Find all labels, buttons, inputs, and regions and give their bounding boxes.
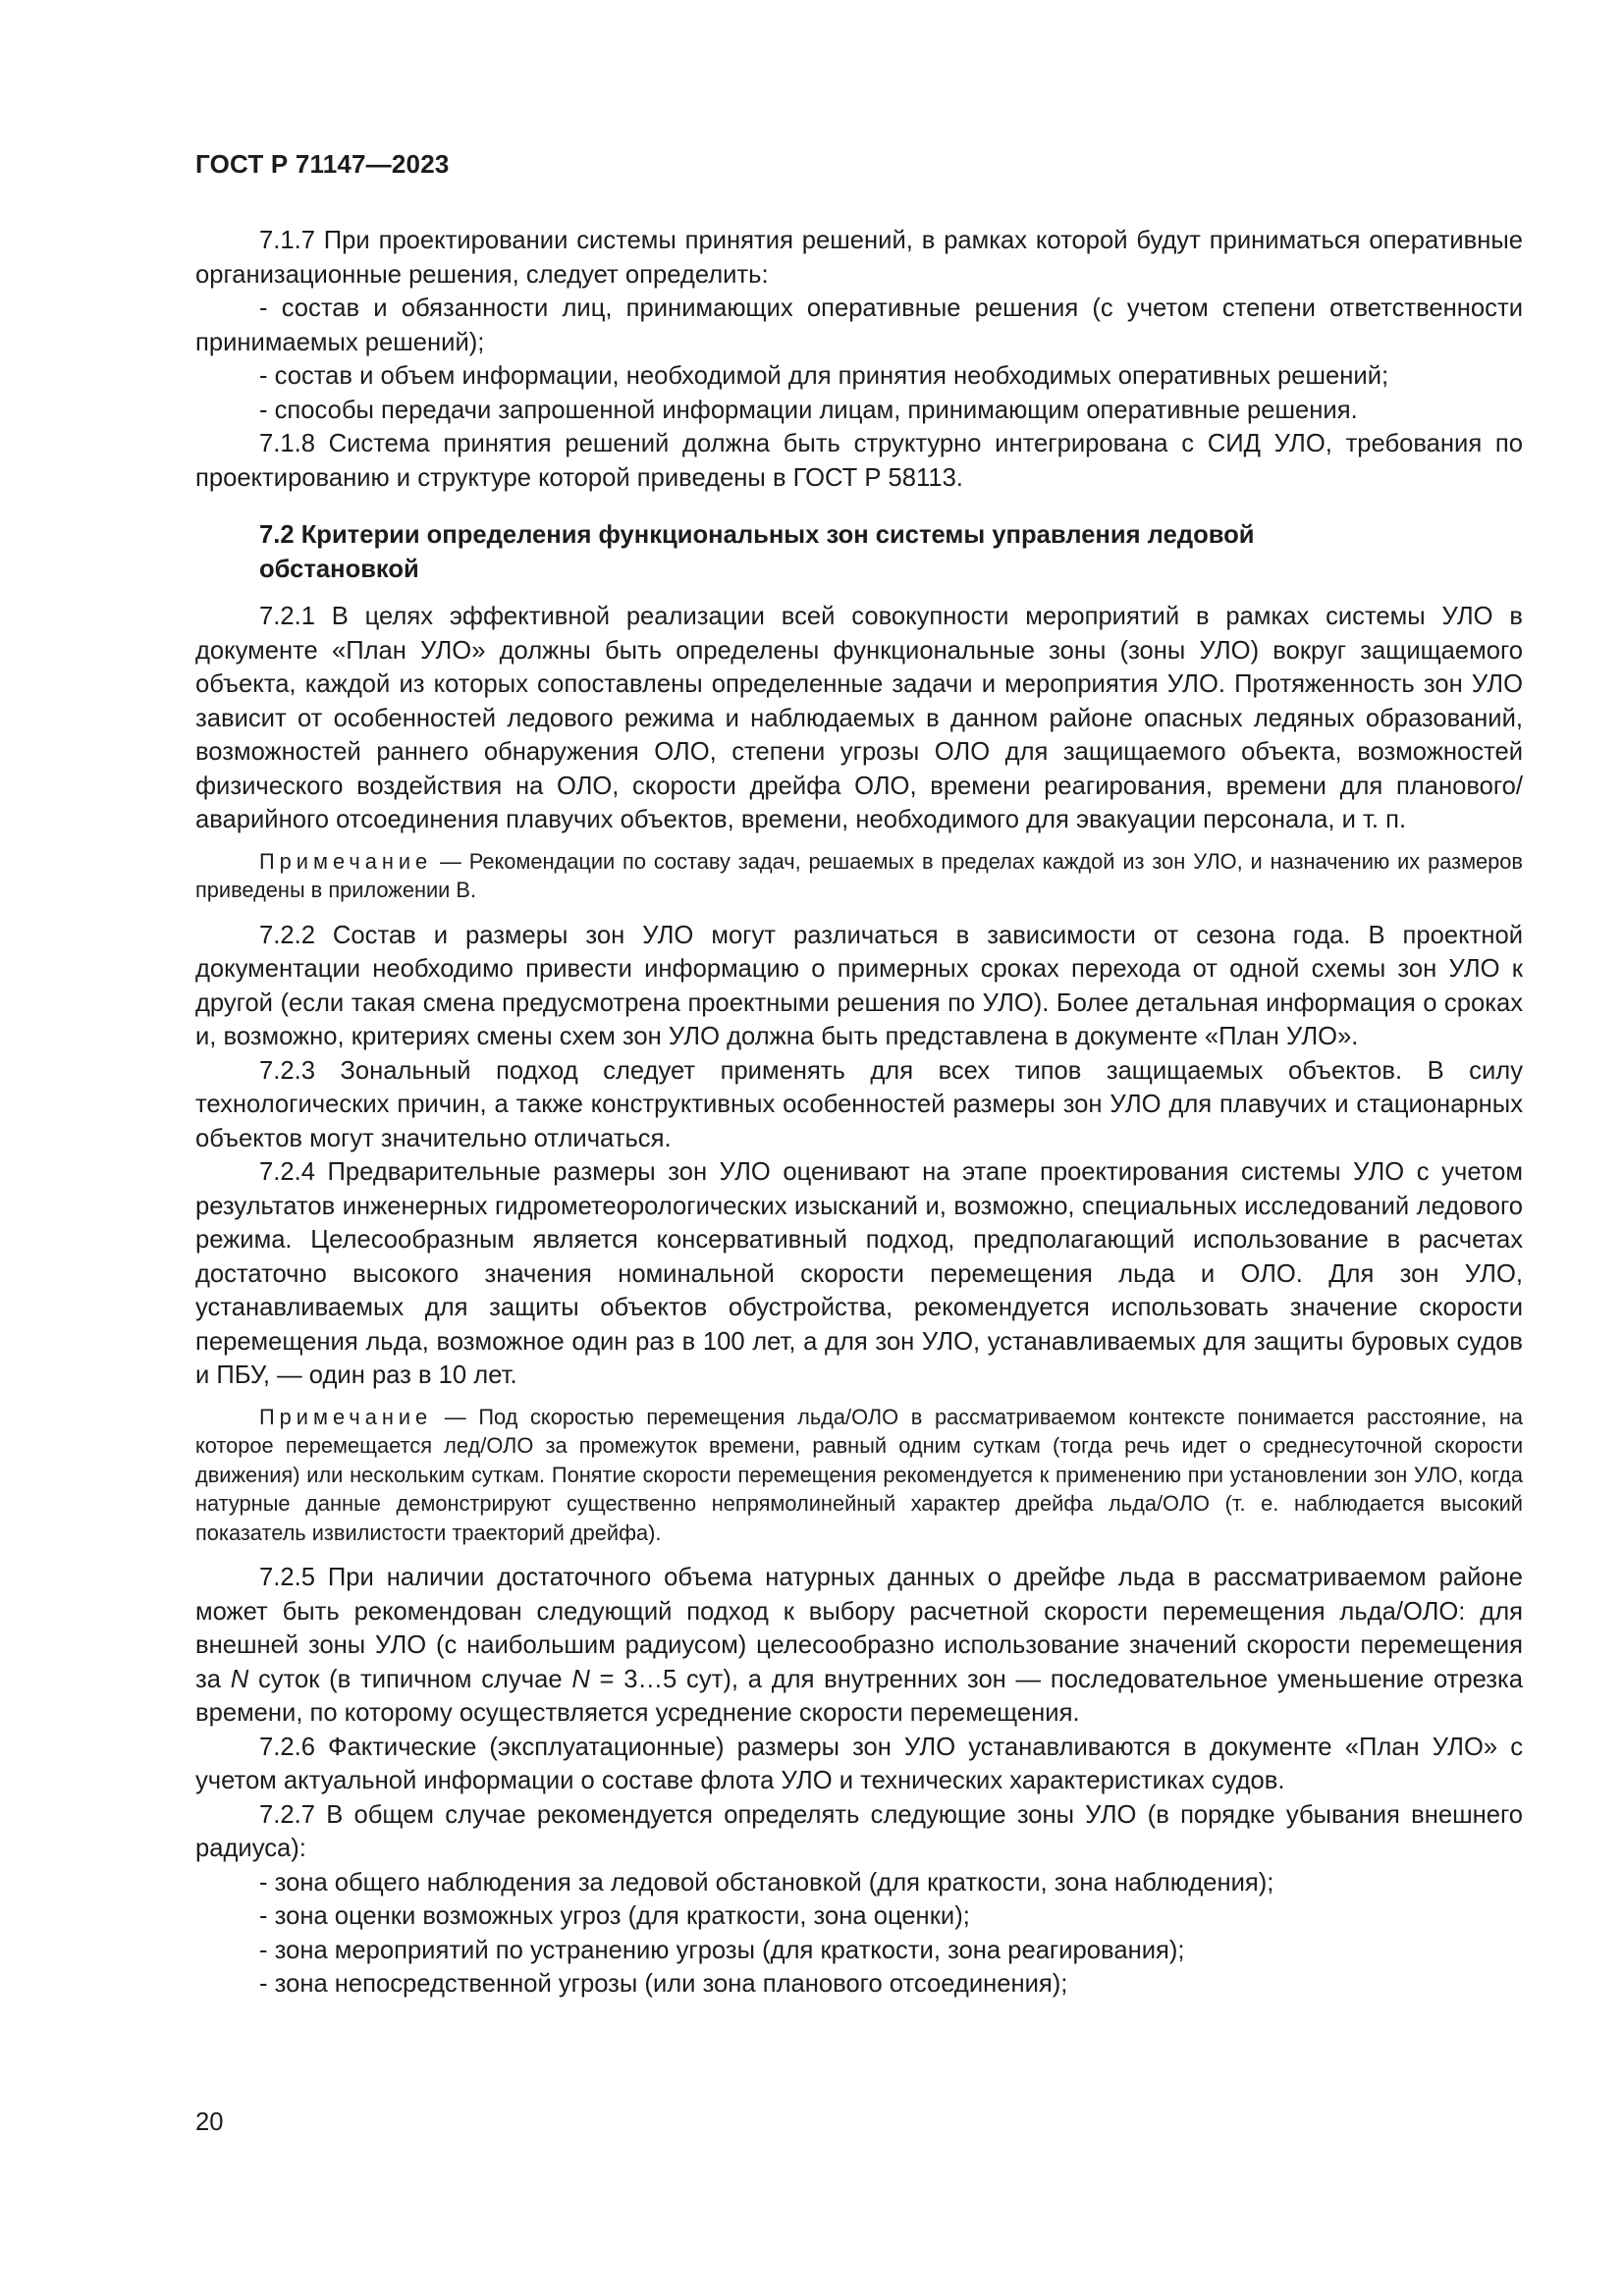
note-label: Примечание xyxy=(259,848,433,874)
text-run: = 3…5 сут), а для внутренних зон — последовательное уменьшение отрезка времени, по которому осуществляется усреднение скорости перемещения. xyxy=(195,1665,1523,1727)
page-header: ГОСТ Р 71147—2023 xyxy=(195,149,450,179)
list-item: - зона непосредственной угрозы (или зона планового отсоединения); xyxy=(259,1970,1068,1998)
paragraph: 7.2.7 В общем случае рекомендуется определять следующие зоны УЛО (в порядке убывания внешнего радиуса): xyxy=(195,1800,1523,1862)
list-item: - зона оценки возможных угроз (для краткости, зона оценки); xyxy=(259,1902,970,1930)
paragraph: 7.2.6 Фактические (эксплуатационные) размеры зон УЛО устанавливаются в документе «План УЛО» с учетом актуальной информации о составе флота УЛО и технических характеристиках судов. xyxy=(195,1733,1523,1794)
list-item: - состав и объем информации, необходимой для принятия необходимых оперативных решений; xyxy=(259,362,1389,390)
paragraph: 7.2.2 Состав и размеры зон УЛО могут различаться в зависимости от сезона года. В проектной документации необходимо привести информацию о примерных сроках перехода от одной схемы зон УЛО к другой (если такая смена предусмотрена проектными решения по УЛО). Более детальная информация о сроках и, возможно, критериях смены схем зон УЛО должна быть представлена в документе «План УЛО». xyxy=(195,921,1523,1050)
paragraph: 7.1.7 При проектировании системы принятия решений, в рамках которой будут приниматься оперативные организационные решения, следует определить: xyxy=(195,227,1523,289)
note xyxy=(195,1403,1523,1548)
note-text: — Под скоростью перемещения льда/ОЛО в рассматриваемом контексте понимается расстояние, на которое перемещается лед/ОЛО за промежуток времени, равный одним суткам (тогда речь идет о среднесуточной скорости движения) или нескольким суткам. Понятие скорости перемещения рекомендуется к применению при установлении зон УЛО, когда натурные данные демонстрируют существенно непрямолинейный характер дрейфа льда/ОЛО (т. е. наблюдается высокий показатель извилистости траекторий дрейфа). xyxy=(195,1404,1523,1545)
paragraph: 7.2.4 Предварительные размеры зон УЛО оценивают на этапе проектирования системы УЛО с учетом результатов инженерных гидрометеорологических изысканий и, возможно, специальных исследований ледового режима. Целесообразным является консервативный подход, предполагающий использование в расчетах достаточно высокого значения номинальной скорости перемещения льда и ОЛО. Для зон УЛО, устанавливаемых для защиты объектов обустройства, рекомендуется использовать значение скорости перемещения льда, возможное один раз в 100 лет, а для зон УЛО, устанавливаемых для защиты буровых судов и ПБУ, — один раз в 10 лет. xyxy=(195,1158,1523,1389)
italic-variable: N xyxy=(571,1665,590,1693)
page-number: 20 xyxy=(195,2109,224,2136)
list-item: - зона общего наблюдения за ледовой обстановкой (для краткости, зона наблюдения); xyxy=(259,1868,1274,1896)
list-item: - зона мероприятий по устранению угрозы (для краткости, зона реагирования); xyxy=(259,1936,1185,1964)
list-item: - способы передачи запрошенной информации лицам, принимающим оперативные решения. xyxy=(259,396,1358,424)
paragraph: 7.2.1 В целях эффективной реализации всей совокупности мероприятий в рамках системы УЛО в документе «План УЛО» должны быть определены функциональные зоны (зоны УЛО) вокруг защищаемого объекта, каждой из которых сопоставлены определенные задачи и мероприятия УЛО. Протяженность зон УЛО зависит от особенностей ледового режима и наблюдаемых в данном районе опасных ледяных образований, возможностей раннего обнаружения ОЛО, степени угрозы ОЛО для защищаемого объекта, возможностей физического воздействия на ОЛО, скорости дрейфа ОЛО, времени реагирования, времени для планового/аварийного отсоединения плавучих объектов, времени, необходимого для эвакуации персонала, и т. п. xyxy=(195,603,1523,833)
text-run: 7.2.5 При наличии достаточного объема натурных данных о дрейфе льда в рассматриваемом районе может быть рекомендован следующий подход к выбору расчетной скорости перемещения льда/ОЛО: для внешней зоны УЛО (с наибольшим радиусом) целесообразно использование значений скорости перемещения за xyxy=(195,1564,1523,1693)
document-body xyxy=(195,224,1523,2002)
note xyxy=(195,847,1523,905)
section-heading: 7.2 Критерии определения функциональных зон системы управления ледовой обстановкой xyxy=(259,521,1255,583)
paragraph: 7.1.8 Система принятия решений должна быть структурно интегрирована с СИД УЛО, требования по проектированию и структуре которой приведены в ГОСТ Р 58113. xyxy=(195,430,1523,492)
italic-variable: N xyxy=(230,1665,249,1693)
note-text: — Рекомендации по составу задач, решаемых в пределах каждой из зон УЛО, и назначению их размеров приведены в приложении В. xyxy=(195,848,1523,902)
paragraph xyxy=(195,1561,1523,1731)
paragraph: 7.2.3 Зональный подход следует применять для всех типов защищаемых объектов. В силу технологических причин, а также конструктивных особенностей размеры зон УЛО для плавучих и стационарных объектов могут значительно отличаться. xyxy=(195,1056,1523,1152)
list-item: - состав и обязанности лиц, принимающих оперативные решения (с учетом степени ответственности принимаемых решений); xyxy=(195,294,1523,356)
note-label: Примечание xyxy=(259,1404,433,1429)
text-run: суток (в типичном случае xyxy=(248,1665,572,1693)
